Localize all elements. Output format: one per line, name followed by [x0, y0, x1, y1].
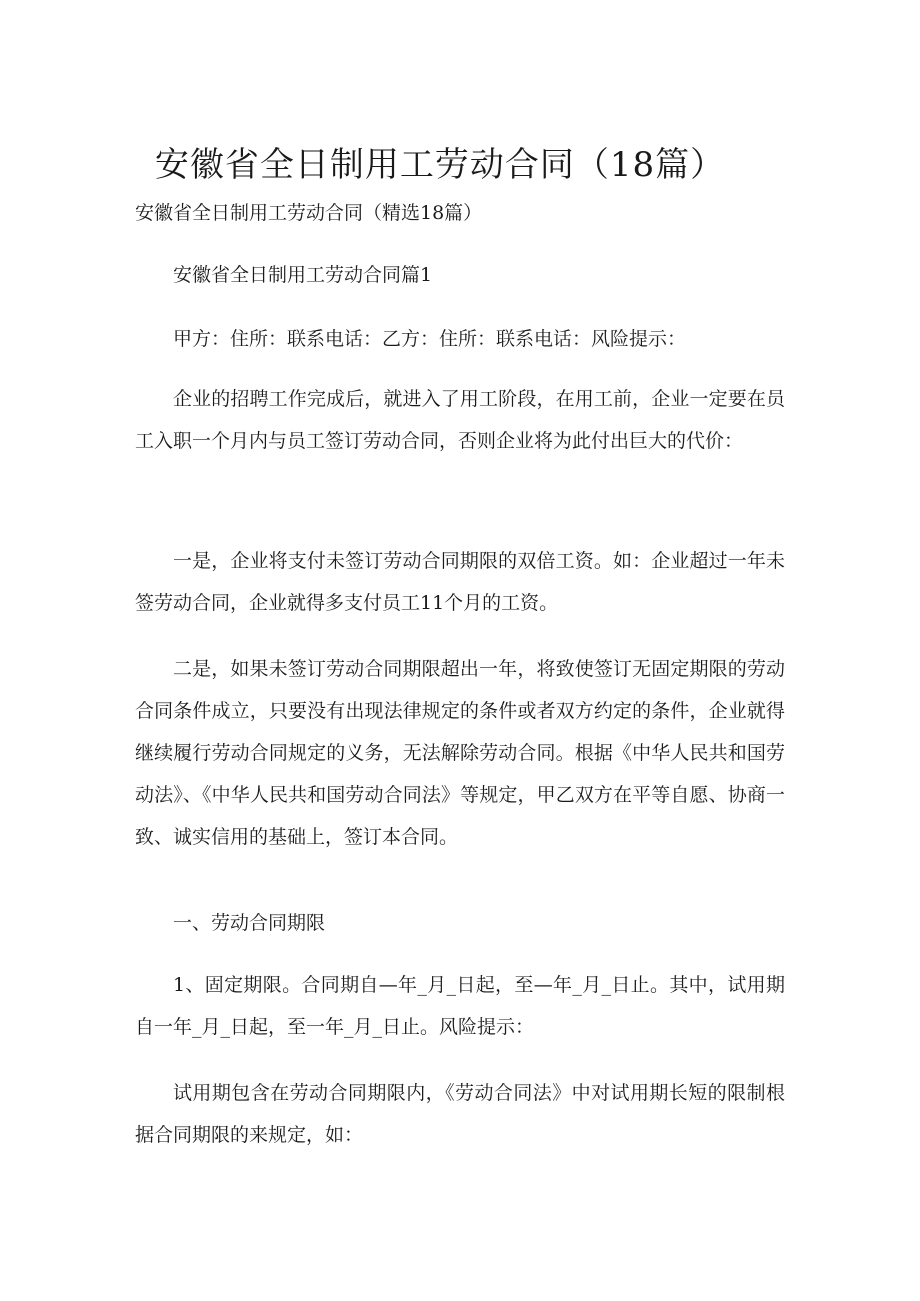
paragraph-intro: 企业的招聘工作完成后，就进入了用工阶段，在用工前，企业一定要在员工入职一个月内与员工签订劳动合同，否则企业将为此付出巨大的代价： [135, 388, 785, 452]
paragraph-probation: 试用期包含在劳动合同期限内，《劳动合同法》中对试用期长短的限制根据合同期限的来规定，如： [135, 1082, 785, 1146]
document-subtitle: 安徽省全日制用工劳动合同（精选18篇） [135, 202, 483, 224]
paragraph-parties: 甲方：住所：联系电话：乙方：住所：联系电话：风险提示： [173, 328, 687, 350]
paragraph-point-one: 一是，企业将支付未签订劳动合同期限的双倍工资。如：企业超过一年未签劳动合同，企业就得多支付员工11个月的工资。 [135, 550, 785, 614]
section-heading-term: 一、劳动合同期限 [173, 912, 326, 934]
section-heading-part1: 安徽省全日制用工劳动合同篇1 [173, 264, 433, 286]
paragraph-point-two: 二是，如果未签订劳动合同期限超出一年，将致使签订无固定期限的劳动合同条件成立，只要没有出现法律规定的条件或者双方约定的条件，企业就得继续履行劳动合同规定的义务，无法解除劳动合同。根据《中华人民共和国劳动法》、《中华人民共和国劳动合同法》等规定，甲乙双方在平等自愿、协商一致、诚实信用的基础上，签订本合同。 [135, 658, 785, 848]
paragraph-fixed-term: 1、固定期限。合同期自—年_月_日起，至—年_月_日止。其中，试用期自一年_月_日起，至一年_月_日止。风险提示： [135, 974, 785, 1038]
document-title: 安徽省全日制用工劳动合同（18篇） [154, 145, 726, 185]
